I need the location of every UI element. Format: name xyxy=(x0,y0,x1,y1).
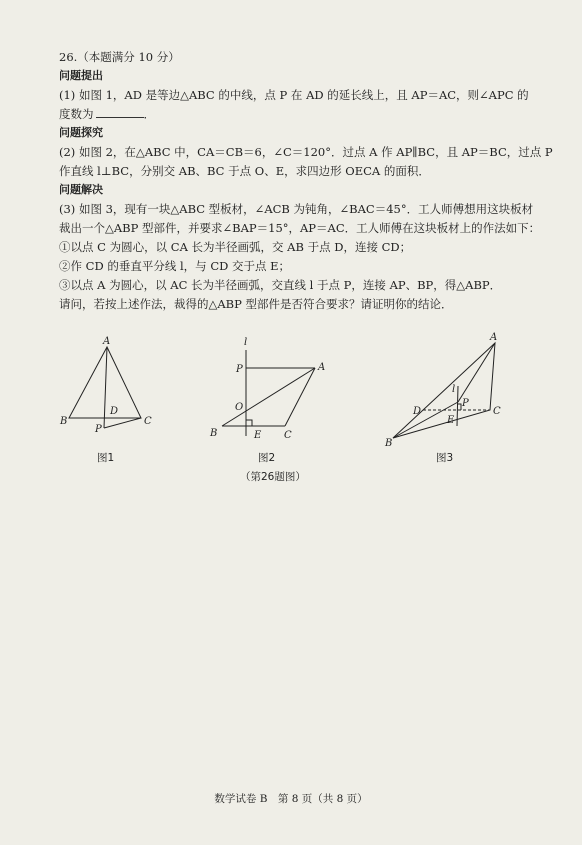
fig2-caption: 图2 xyxy=(258,452,276,464)
step-2: ②作 CD 的垂直平分线 l，与 CD 交于点 E； xyxy=(59,259,291,273)
q1-line2-text: 度数为 xyxy=(59,107,94,121)
fig1-label-a: A xyxy=(103,336,111,347)
fig1-caption: 图1 xyxy=(97,452,115,464)
q3-line2: 裁出一个△ABP 型部件，并要求∠BAP＝15°，AP＝AC．工人师傅在这块板材上的作法如下： xyxy=(59,221,541,235)
fig3-label-a: A xyxy=(490,332,498,343)
section-title-2: 问题探究 xyxy=(59,126,103,139)
fig3-triangle xyxy=(393,343,495,438)
section-title-3: 问题解决 xyxy=(59,183,103,196)
fig3-caption: 图3 xyxy=(436,452,454,464)
fig2-label-o: O xyxy=(235,402,244,413)
q2-line2: 作直线 l⊥BC，分别交 AB、BC 于点 O、E，求四边形 OECA 的面积． xyxy=(59,164,430,178)
fig3-label-e: E xyxy=(447,415,455,426)
fig2-right-angle xyxy=(246,420,252,426)
fig1-label-c: C xyxy=(144,416,152,427)
fig2-label-b: B xyxy=(210,428,218,439)
page-footer: 数学试卷 B 第 8 页（共 8 页） xyxy=(214,793,368,805)
step-3: ③以点 A 为圆心，以 AC 长为半径画弧，交直线 l 于点 P，连接 AP、BP，得△ABP． xyxy=(59,278,502,292)
fig2-label-l: l xyxy=(244,337,248,348)
fig1-label-d: D xyxy=(110,406,119,417)
fig2-ac xyxy=(285,368,315,426)
q1-line2 xyxy=(59,106,155,122)
problem-header: 26.（本题满分 10 分） xyxy=(59,50,180,64)
fig2-label-a: A xyxy=(318,362,326,373)
q3-line1: (3) 如图 3，现有一块△ABC 型板材，∠ACB 为钝角，∠BAC＝45°．工人师傅想用这块板材 xyxy=(59,202,534,216)
fig1-label-b: B xyxy=(60,416,68,427)
fig3-label-l: l xyxy=(452,384,456,395)
fig3-label-b: B xyxy=(385,438,393,449)
section-title-1: 问题提出 xyxy=(59,69,103,82)
fig1-label-p: P xyxy=(95,424,102,435)
q1-end: ． xyxy=(143,107,155,121)
fig2-label-c: C xyxy=(284,430,292,441)
figure-group-caption: （第26题图） xyxy=(240,471,306,483)
fig3-label-c: C xyxy=(493,406,501,417)
q2-line1: (2) 如图 2，在△ABC 中，CA＝CB＝6，∠C＝120°．过点 A 作 AP∥BC，且 AP＝BC，过点 P xyxy=(59,145,553,159)
fig3-label-p: P xyxy=(462,398,469,409)
fig1-pc-line xyxy=(104,418,141,428)
q1-line1: (1) 如图 1，AD 是等边△ABC 的中线，点 P 在 AD 的延长线上，且 AP＝AC，则∠APC 的 xyxy=(59,88,529,102)
question-line: 请问，若按上述作法，裁得的△ABP 型部件是否符合要求？请证明你的结论． xyxy=(59,297,453,311)
fig3-label-d: D xyxy=(413,406,422,417)
step-1: ①以点 C 为圆心，以 CA 长为半径画弧，交 AB 于点 D，连接 CD； xyxy=(59,240,412,254)
fig1-median xyxy=(104,347,107,428)
fig2-ab xyxy=(222,368,315,426)
fig2-label-p: P xyxy=(236,364,243,375)
figures-svg xyxy=(0,330,582,490)
fig2-label-e: E xyxy=(254,430,262,441)
fig3-line-l xyxy=(457,386,458,426)
answer-blank xyxy=(96,106,144,118)
